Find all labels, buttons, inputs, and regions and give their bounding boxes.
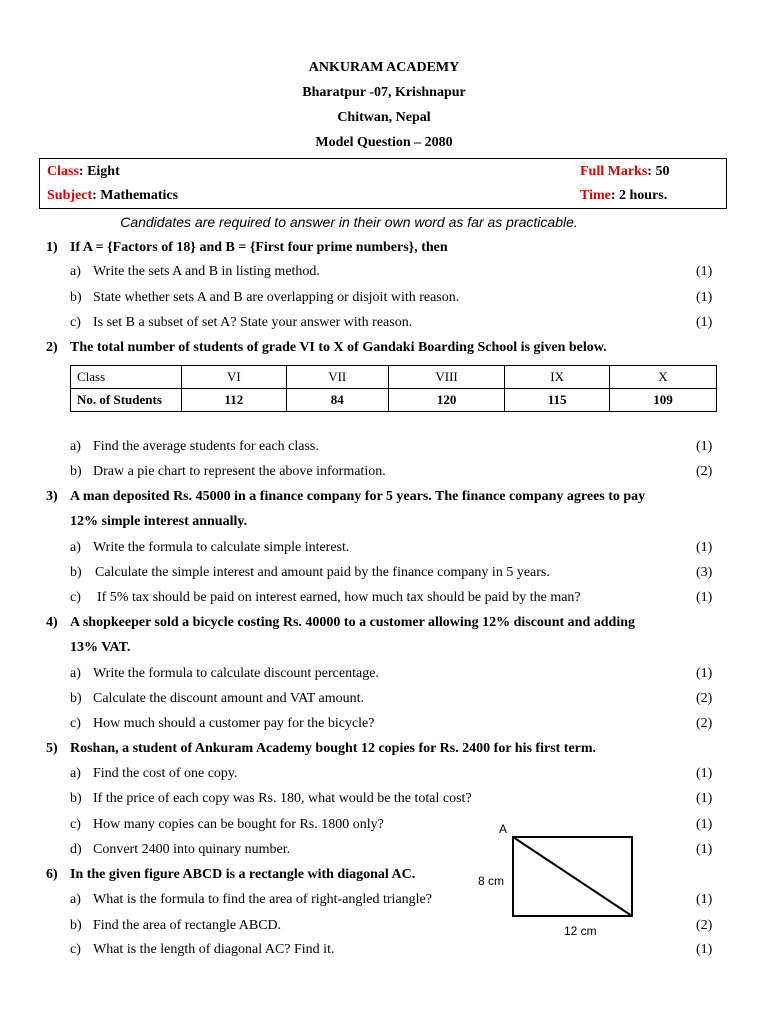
height-label: 8 cm (478, 874, 505, 888)
marks: (1) (696, 315, 713, 330)
full-marks-label: Full Marks (580, 164, 648, 179)
marks: (1) (696, 264, 713, 279)
marks: (1) (696, 766, 713, 781)
full-marks-value: : 50 (647, 164, 670, 179)
width-label: 12 cm (564, 924, 597, 938)
table-cell: VIII (388, 366, 504, 389)
time-label: Time (580, 188, 611, 203)
vertex-a-label: A (499, 822, 508, 836)
marks: (1) (696, 942, 713, 957)
table-cell: VII (286, 366, 388, 389)
marks: (2) (696, 691, 713, 706)
marks: (3) (696, 565, 713, 580)
question-text-continued: 13% VAT. (70, 640, 131, 655)
subject-label: Subject (47, 188, 93, 203)
diagonal-ac (513, 837, 632, 916)
school-address-line-1: Bharatpur -07, Krishnapur (302, 85, 466, 100)
exam-title: Model Question – 2080 (315, 135, 453, 150)
table-cell: VI (182, 366, 287, 389)
rectangle-diagram (512, 836, 634, 918)
students-table (70, 365, 717, 412)
question-paper: ANKURAM ACADEMY Bharatpur -07, Krishnapur Chitwan, Nepal Model Question – 2080 Class: Eight Full Marks: 50 Subject: Mathematics Time: 2 hours. Candidates are required to answer in their own word as far as practicable. 1) If A = {Factors of 18} and B = {First four prime numbers}, then a) Write the sets A and B in listing method. (1) b) State whether sets A and B are overlapping or disjoit with reason. (1) c) Is set B a subset of set A? State your answer with reason. (1) 2) The total number of students of grade VI to X of Gandaki Boarding School is given below. Class VI VII VIII IX X No. of Students 112 84 120 115 109 a) Find the average students for each class. (1) b) Draw a pie chart to represent the above information. (2) 3) A man deposited Rs. 45000 in a finance company for 5 years. The finance company agrees to pay 12% simple interest annually. a) Write the formula to calculate simple interest. (1) b) Calculate the simple interest and amount paid by the finance company in 5 years. (3) c) If 5% tax should be paid on interest earned, how much tax should be paid by the man? (1) 4) A shopkeeper sold a bicycle costing Rs. 40000 to a customer allowing 12% discount and adding 13% VAT. a) Write the formula to calculate discount percentage. (1) b) Calculate the discount amount and VAT amount. (2) c) How much should a customer pay for the bicycle? (2) 5) Roshan, a student of Ankuram Academy bought 12 copies for Rs. 2400 for his first term. a) Find the cost of one copy. (1) b) If the price of each copy was Rs. 180, what would be the total cost? (1) c) How many copies can be bought for Rs. 1800 only? (1) d) Convert 2400 into quinary number. (1) 6) In the given figure ABCD is a rectangle with diagonal AC. a) What is the formula to find the area of right-angled triangle? (1) b) Find the area of rectangle ABCD. (2) c) What is the length of diagonal AC? Find it. (1) A 8 cm 12 cm (0, 0, 768, 1024)
subject-value: : Mathematics (92, 188, 179, 203)
class-label: Class (47, 164, 79, 179)
class-info (47, 164, 120, 180)
marks: (2) (696, 464, 713, 479)
rectangle-figure (478, 820, 638, 945)
time-value: : 2 hours. (610, 188, 668, 203)
table-cell: 120 (388, 389, 504, 412)
question-number: 1) (46, 240, 58, 255)
question-text: A man deposited Rs. 45000 in a finance company for 5 years. The finance company agrees to pay (70, 489, 646, 504)
marks: (1) (696, 791, 713, 806)
school-address-line-2: Chitwan, Nepal (337, 110, 431, 125)
marks: (1) (696, 666, 713, 681)
question-number: 4) (46, 615, 58, 630)
question-number: 5) (46, 741, 58, 756)
subject-info (47, 188, 178, 204)
question-text-continued: 12% simple interest annually. (70, 514, 248, 529)
table-cell: 109 (609, 389, 716, 412)
full-marks-info (580, 164, 669, 180)
table-cell: No. of Students (71, 389, 182, 412)
marks: (1) (696, 590, 713, 605)
class-value: : Eight (78, 164, 120, 179)
time-info (580, 188, 667, 204)
table-cell: Class (71, 366, 182, 389)
marks: (1) (696, 540, 713, 555)
question-number: 6) (46, 867, 58, 882)
table-row (71, 389, 717, 412)
table-cell: 112 (182, 389, 287, 412)
marks: (2) (696, 716, 713, 731)
question-text: Roshan, a student of Ankuram Academy bought 12 copies for Rs. 2400 for his first term. (70, 741, 597, 756)
question-text: In the given figure ABCD is a rectangle with diagonal AC. (70, 867, 416, 882)
exam-info-box (39, 158, 727, 209)
question-text: The total number of students of grade VI to X of Gandaki Boarding School is given below. (70, 340, 607, 355)
marks: (1) (696, 817, 713, 832)
table-cell: 115 (505, 389, 610, 412)
question-text: If A = {Factors of 18} and B = {First four prime numbers}, then (70, 240, 448, 255)
school-name: ANKURAM ACADEMY (308, 60, 460, 75)
question-number: 2) (46, 340, 58, 355)
instructions: Candidates are required to answer in their own word as far as practicable. (120, 214, 578, 230)
marks: (2) (696, 918, 713, 933)
marks: (1) (696, 290, 713, 305)
table-cell: 84 (286, 389, 388, 412)
marks: (1) (696, 842, 713, 857)
question-number: 3) (46, 489, 58, 504)
marks: (1) (696, 892, 713, 907)
table-cell: IX (505, 366, 610, 389)
table-header-row (71, 366, 717, 389)
table-cell: X (609, 366, 716, 389)
question-text: A shopkeeper sold a bicycle costing Rs. 40000 to a customer allowing 12% discount and adding (70, 615, 635, 630)
marks: (1) (696, 439, 713, 454)
